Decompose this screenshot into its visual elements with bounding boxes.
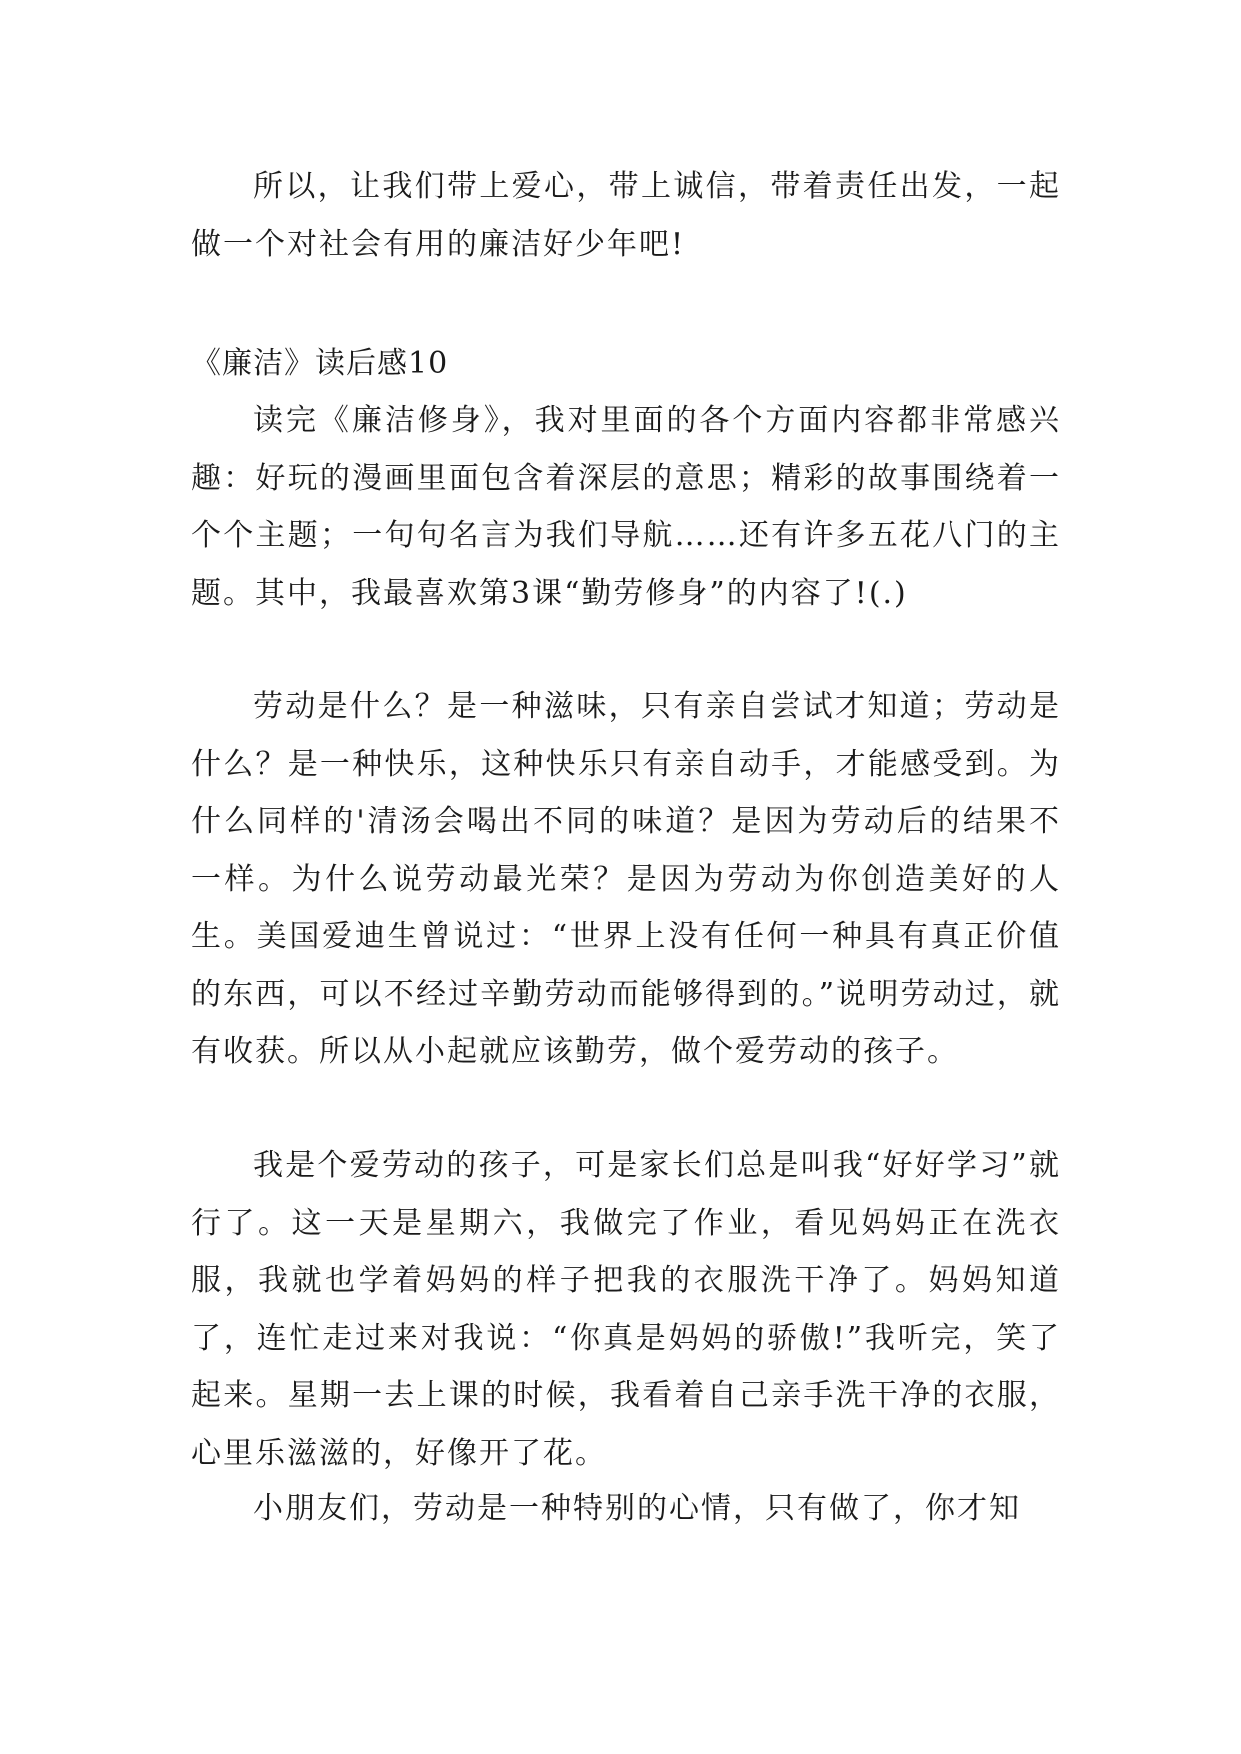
section-heading: 《廉洁》读后感10 xyxy=(191,346,449,381)
paragraph-closing: 所以，让我们带上爱心，带上诚信，带着责任出发，一起做一个对社会有用的廉洁好少年吧! xyxy=(191,169,1061,262)
paragraph-intro: 读完《廉洁修身》，我对里面的各个方面内容都非常感兴趣：好玩的漫画里面包含着深层的意思；精彩的故事围绕着一个个主题；一句句名言为我们导航……还有许多五花八门的主题。其中，我最喜欢第3课“勤劳修身”的内容了!(.) xyxy=(191,403,1061,611)
paragraph-what-is-labor: 劳动是什么？是一种滋味，只有亲自尝试才知道；劳动是什么？是一种快乐，这种快乐只有亲自动手，才能感受到。为什么同样的'清汤会喝出不同的味道？是因为劳动后的结果不一样。为什么说劳动最光荣？是因为劳动为你创造美好的人生。美国爱迪生曾说过：“世界上没有任何一种具有真正价值的东西，可以不经过辛勤劳动而能够得到的。”说明劳动过，就有收获。所以从小起就应该勤劳，做个爱劳动的孩子。 xyxy=(191,689,1061,1069)
paragraph-conclusion: 小朋友们，劳动是一种特别的心情，只有做了，你才知 xyxy=(253,1491,1021,1526)
paragraph-personal-story: 我是个爱劳动的孩子，可是家长们总是叫我“好好学习”就行了。这一天是星期六，我做完了作业，看见妈妈正在洗衣服，我就也学着妈妈的样子把我的衣服洗干净了。妈妈知道了，连忙走过来对我说：“你真是妈妈的骄傲!”我听完，笑了起来。星期一去上课的时候，我看着自己亲手洗干净的衣服，心里乐滋滋的，好像开了花。 xyxy=(191,1148,1061,1471)
